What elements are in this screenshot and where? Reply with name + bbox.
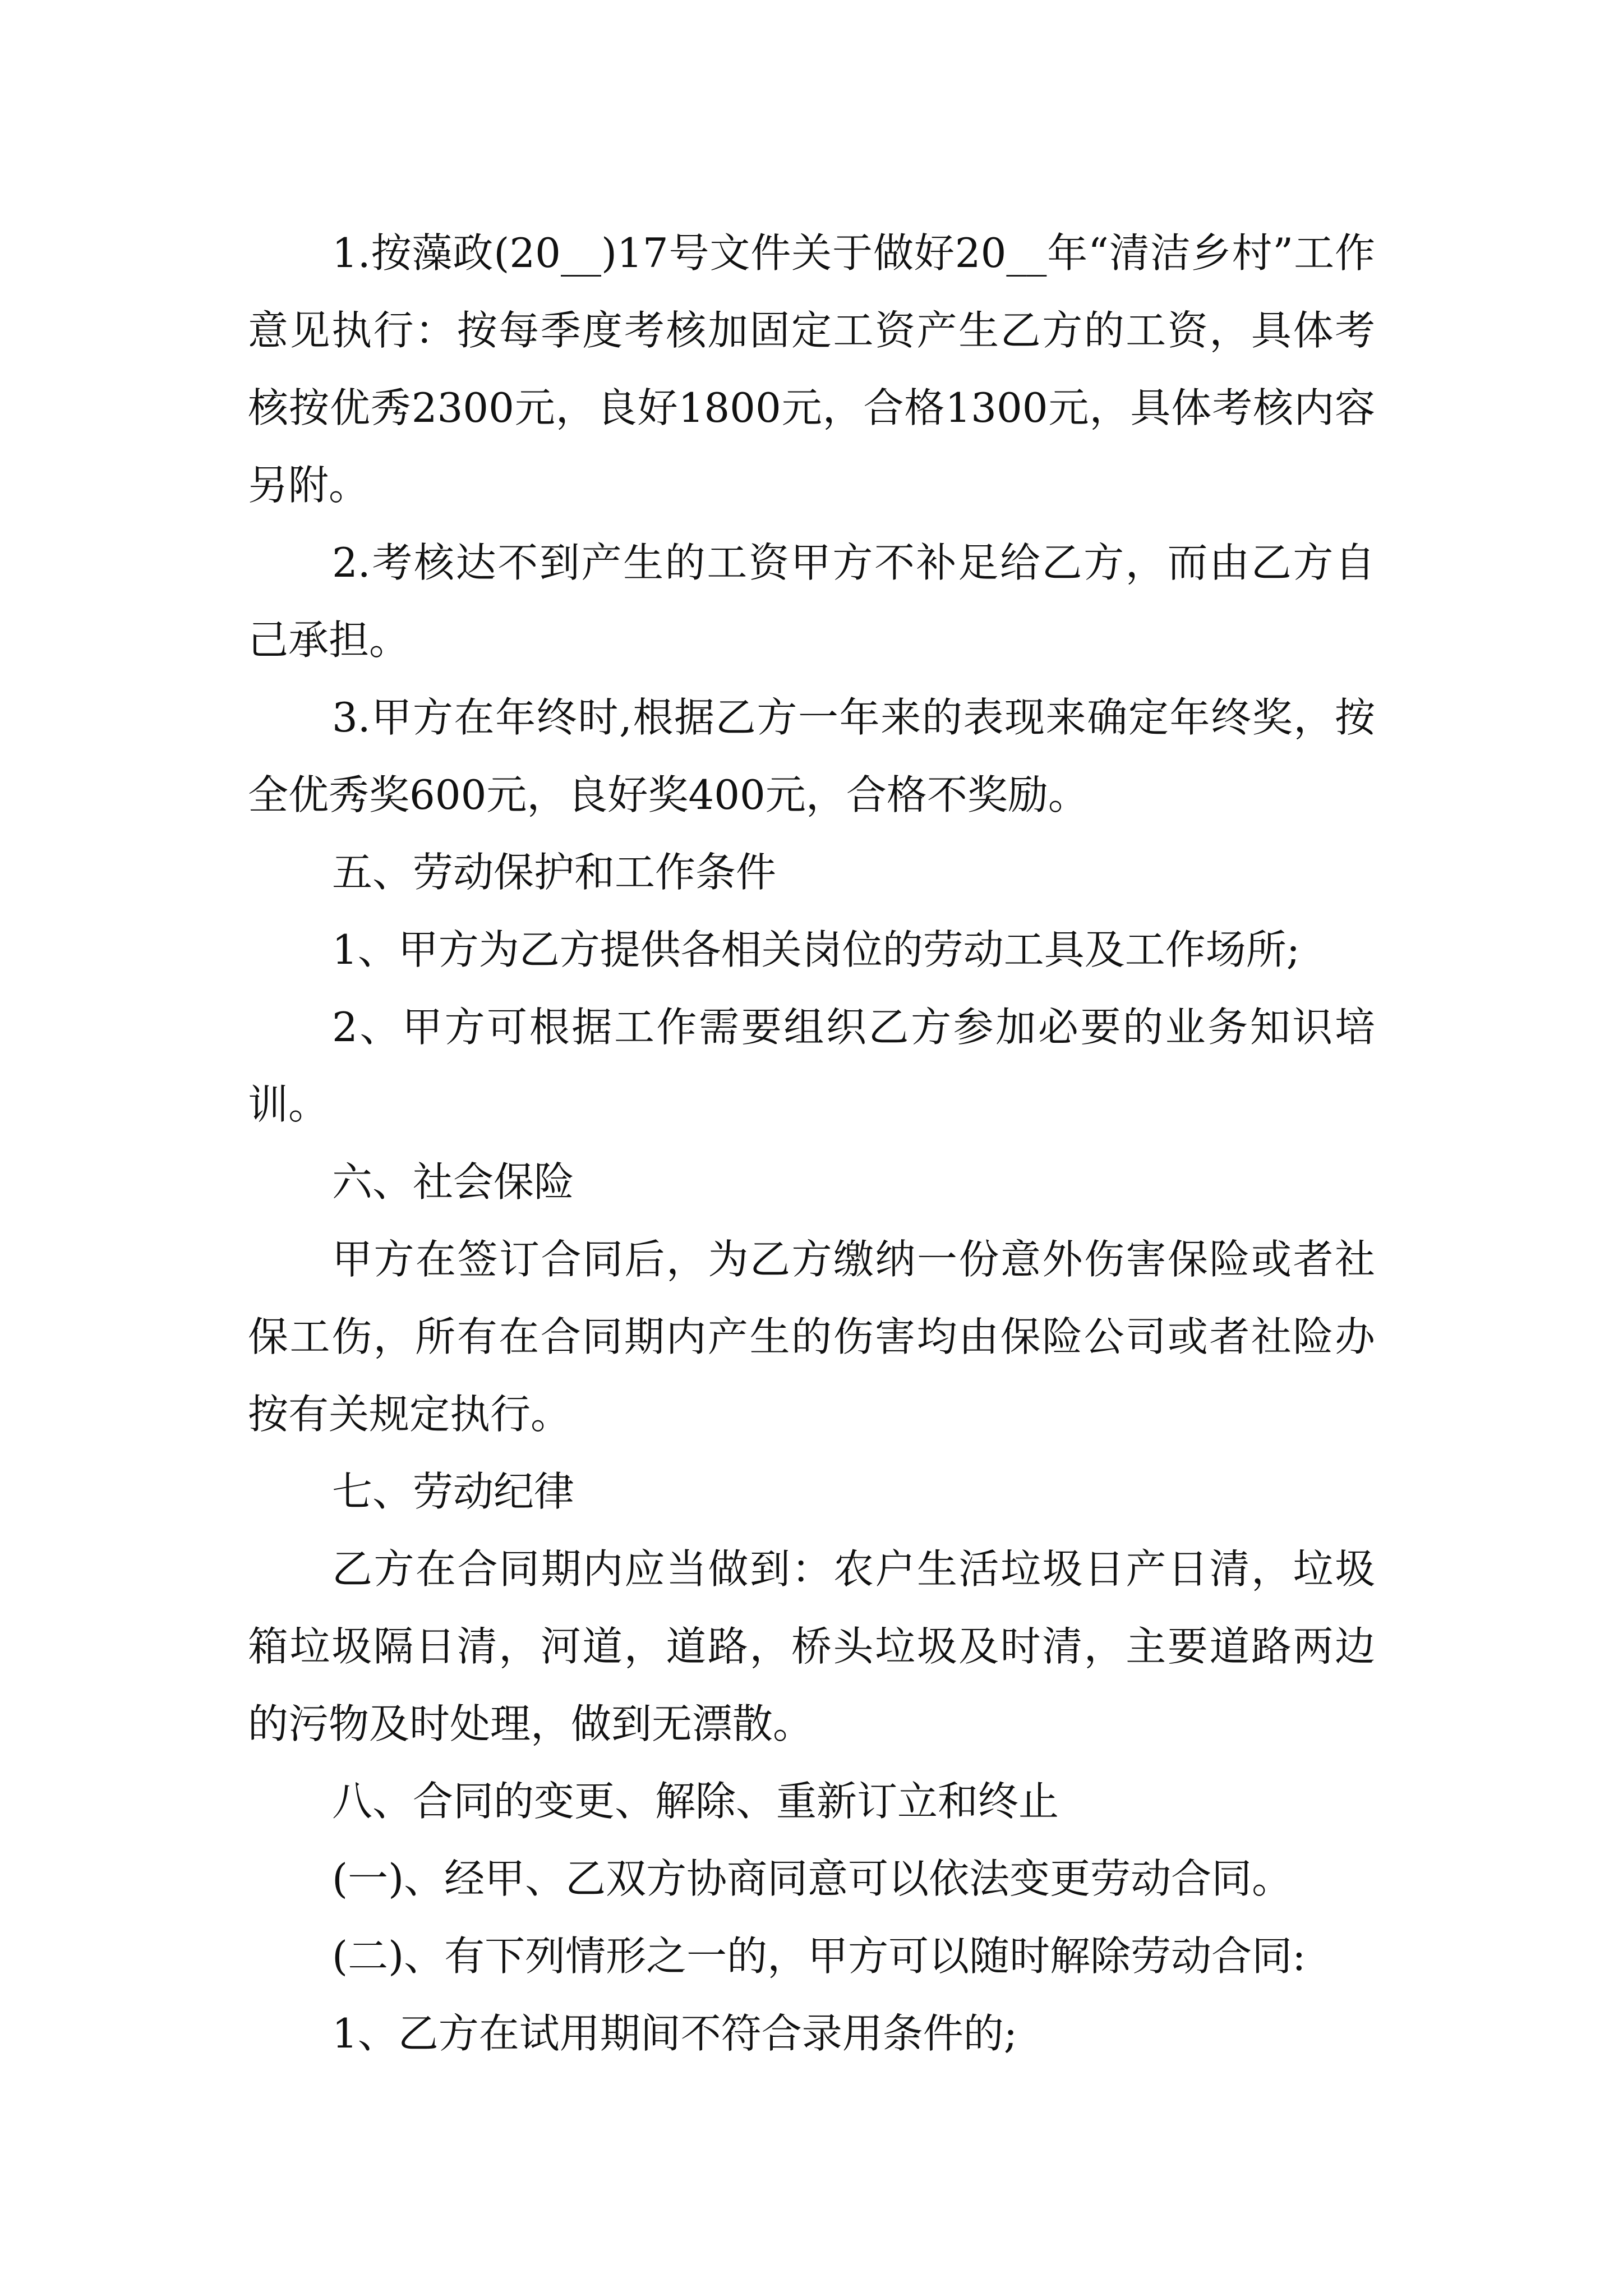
paragraph-wage-assessment: 1.按藻政(20__)17号文件关于做好20__年“清洁乡村”工作意见执行：按每季度考核加固定工资产生乙方的工资，具体考核按优秀2300元，良好1800元，合格1300元，具体考核内容另附。 — [248, 229, 1375, 509]
section-heading-labor-protection: 五、劳动保护和工作条件 — [332, 849, 777, 896]
section-heading-social-insurance: 六、社会保险 — [332, 1158, 575, 1205]
paragraph-shortfall: 2.考核达不到产生的工资甲方不补足给乙方，而由乙方自己承担。 — [248, 539, 1375, 664]
paragraph-discipline: 乙方在合同期内应当做到：农户生活垃圾日产日清，垃圾箱垃圾隔日清，河道，道路，桥头垃圾及时清，主要道路两边的污物及时处理，做到无漂散。 — [248, 1545, 1375, 1747]
paragraph-insurance: 甲方在签订合同后，为乙方缴纳一份意外伤害保险或者社保工伤，所有在合同期内产生的伤害均由保险公司或者社险办按有关规定执行。 — [248, 1236, 1375, 1438]
paragraph-change-by-agreement: (一)、经甲、乙双方协商同意可以依法变更劳动合同。 — [332, 1855, 1293, 1902]
document-body — [248, 214, 1375, 2072]
section-heading-contract-change: 八、合同的变更、解除、重新订立和终止 — [332, 1778, 1059, 1825]
paragraph-tools: 1、甲方为乙方提供各相关岗位的劳动工具及工作场所; — [332, 926, 1301, 973]
section-heading-labor-discipline: 七、劳动纪律 — [332, 1468, 575, 1515]
paragraph-probation: 1、乙方在试用期间不符合录用条件的; — [332, 2010, 1018, 2057]
paragraph-training: 2、甲方可根据工作需要组织乙方参加必要的业务知识培训。 — [248, 1004, 1375, 1128]
paragraph-termination-cases: (二)、有下列情形之一的，甲方可以随时解除劳动合同: — [332, 1932, 1306, 1980]
paragraph-year-end-bonus: 3.甲方在年终时,根据乙方一年来的表现来确定年终奖，按全优秀奖600元，良好奖400元，合格不奖励。 — [248, 694, 1375, 818]
